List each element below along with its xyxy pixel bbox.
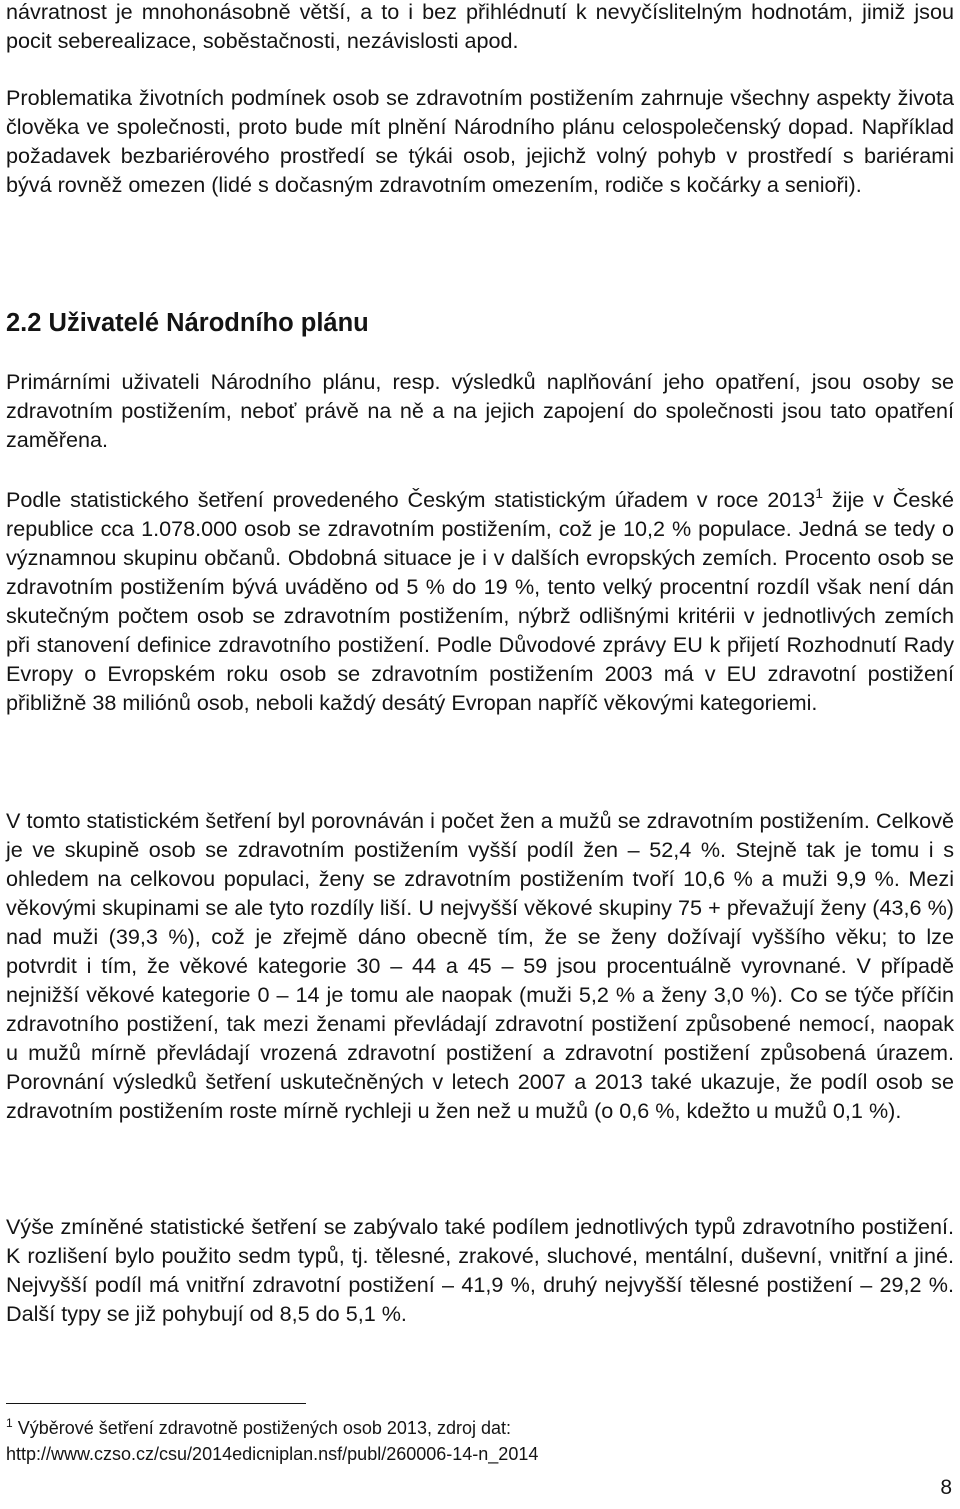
footnote-number: 1 bbox=[6, 1416, 13, 1430]
footnote-line bbox=[6, 1415, 906, 1441]
paragraph-gender-comparison: V tomto statistickém šetření byl porovnáván i počet žen a mužů se zdravotním postižením. Celkově je ve skupině osob se zdravotním postižením vyšší podíl žen – 52,4 %. Stejně tak je tomu i s ohledem na celkovou populaci, ženy se zdravotním postižením tvoří 10,6 % a muži 9,9 %. Mezi věkovými skupinami se ale tyto rozdíly liší. U nejvyšší věkové skupiny 75 + převažují ženy (43,6 %) nad muži (39,3 %), což je zřejmě dáno obecně tím, že se ženy dožívají vyššího věku; to lze potvrdit i tím, že věkové kategorie 30 – 44 a 45 – 59 jsou procentuálně vyrovnané. V případě nejnižší věkové kategorie 0 – 14 je tomu ale naopak (muži 5,2 % a ženy 3,0 %). Co se týče příčin zdravotního postižení, tak mezi ženami převládají zdravotní postižení způsobené nemocí, naopak u mužů mírně převládají vrozená zdravotní postižení a zdravotní postižení způsobená úrazem. Porovnání výsledků šetření uskutečněných v letech 2007 a 2013 také ukazuje, že podíl osob se zdravotním postižením roste mírně rychleji u žen než u mužů (o 0,6 %, kdežto u mužů 0,1 %). bbox=[6, 808, 954, 1123]
paragraph-statistics bbox=[6, 485, 954, 717]
footnote-text: Výběrové šetření zdravotně postižených osob 2013, zdroj dat: bbox=[17, 1418, 511, 1438]
footnote-separator bbox=[6, 1403, 306, 1404]
paragraph-statistics-body: žije v České republice cca 1.078.000 osob se zdravotním postižením, což je 10,2 % populace. Jedná se tedy o významnou skupinu občanů. Obdobná situace je i v dalších evropských zemích. Procento osob se zdravotním postižením bývá uváděno od 5 % do 19 %, tento velký procentní rozdíl však není dán skutečným počtem osob se zdravotním postižením, nýbrž odlišnými kritérii v jednotlivých zemích při stanovení definice zdravotního postižení. Podle Důvodové zprávy EU k přijetí Rozhodnutí Rady Evropy o Evropském roku osob se zdravotním postižením 2003 má v EU zdravotní postižení přibližně 38 miliónů osob, neboli každý desátý Evropan napříč věkovými kategoriemi. bbox=[6, 487, 954, 715]
paragraph-primary-users: Primárními uživateli Národního plánu, resp. výsledků naplňování jeho opatření, jsou osoby se zdravotním postižením, neboť právě na ně a na jejich zapojení do společnosti jsou tato opatření zaměřena. bbox=[6, 369, 954, 452]
section-heading: 2.2 Uživatelé Národního plánu bbox=[6, 309, 369, 337]
footnote-reference[interactable]: 1 bbox=[815, 485, 824, 501]
paragraph-life-conditions: Problematika životních podmínek osob se zdravotním postižením zahrnuje všechny aspekty života člověka ve společnosti, proto bude mít plnění Národního plánu celospolečenský dopad. Například požadavek bezbariérového prostředí se týkái osob, jejichž volný pohyb v prostředí s bariérami bývá rovněž omezen (lidé s dočasným zdravotním omezením, rodiče s kočárky a senioři). bbox=[6, 85, 954, 197]
footnote-link-line bbox=[6, 1441, 906, 1467]
page-number: 8 bbox=[940, 1476, 952, 1499]
paragraph-statistics-lead: Podle statistického šetření provedeného Českým statistickým úřadem v roce 2013 bbox=[6, 487, 816, 512]
footnote bbox=[6, 1415, 906, 1467]
paragraph-intro-continuation: návratnost je mnohonásobně větší, a to i bez přihlédnutí k nevyčíslitelným hodnotám, jimiž jsou pocit seberealizace, soběstačnosti, nezávislosti apod. bbox=[6, 0, 954, 53]
paragraph-disability-types: Výše zmíněné statistické šetření se zabývalo také podílem jednotlivých typů zdravotního postižení. K rozlišení bylo použito sedm typů, tj. tělesné, zrakové, sluchové, mentální, duševní, vnitřní a jiné. Nejvyšší podíl má vnitřní zdravotní postižení – 41,9 %, druhý nejvyšší tělesné postižení – 29,2 %. Další typy se již pohybují od 8,5 do 5,1 %. bbox=[6, 1214, 954, 1326]
footnote-source-link[interactable]: http://www.czso.cz/csu/2014edicniplan.nsf/publ/260006-14-n_2014 bbox=[6, 1444, 539, 1464]
